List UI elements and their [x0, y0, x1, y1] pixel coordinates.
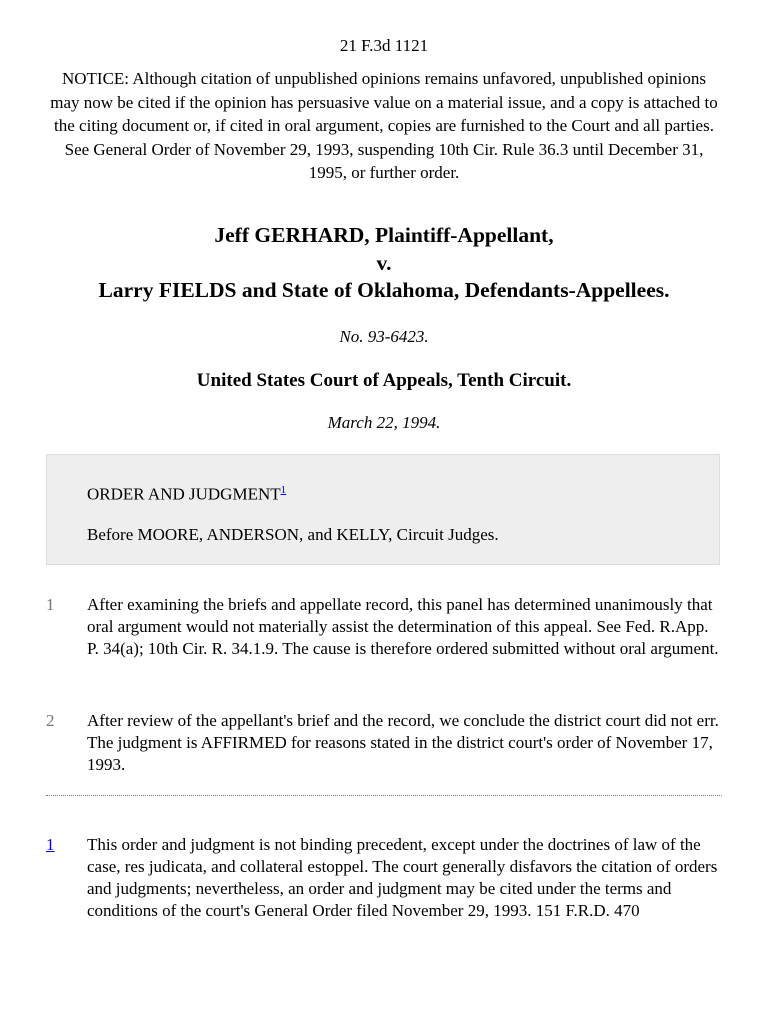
order-title-text: ORDER AND JUDGMENT — [87, 484, 281, 504]
decision-date: March 22, 1994. — [327, 413, 441, 432]
order-box — [46, 454, 720, 565]
versus-line: v. — [376, 250, 392, 275]
footnote-divider — [46, 795, 722, 796]
footnote-link[interactable]: 1 — [280, 484, 287, 496]
case-caption — [0, 222, 768, 305]
footnote-text: This order and judgment is not binding precedent, except under the doctrines of law of the case, res judicata, and collateral estoppel. The court generally disfavors the citation of orders and judgments; nevertheless, an order and judgment may be cited under the terms and conditions of the court's General Order filed November 29, 1993. 151 F.R.D. 470 — [87, 835, 718, 920]
court-name: United States Court of Appeals, Tenth Circuit. — [196, 370, 572, 391]
docket-number: No. 93-6423. — [339, 327, 429, 346]
paragraph-text: After examining the briefs and appellate record, this panel has determined unanimously that oral argument would not materially assist the determination of this appeal. See Fed. R.App. P. 34(a); 10th Cir. R. 34.1.9. The cause is therefore ordered submitted without oral argument. — [87, 595, 719, 658]
paragraph-number: 2 — [46, 711, 55, 730]
plaintiff-line: Jeff GERHARD, Plaintiff-Appellant, — [214, 223, 554, 247]
defendants-line: Larry FIELDS and State of Oklahoma, Defendants-Appellees. — [98, 278, 670, 302]
citation: 21 F.3d 1121 — [339, 36, 429, 55]
paragraph-number: 1 — [46, 595, 55, 614]
order-title — [87, 484, 286, 505]
footnote-backlink[interactable]: 1 — [46, 835, 55, 854]
paragraph-text: After review of the appellant's brief and the record, we conclude the district court did not err. The judgment is AFFIRMED for reasons stated in the district court's order of November 17, 1993. — [87, 711, 719, 774]
judges-panel: Before MOORE, ANDERSON, and KELLY, Circuit Judges. — [87, 525, 499, 544]
unpublished-notice: NOTICE: Although citation of unpublished opinions remains unfavored, unpublished opinions may now be cited if the opinion has persuasive value on a material issue, and a copy is attached to the citing document or, if cited in oral argument, copies are furnished to the Court and all parties. See General Order of November 29, 1993, suspending 10th Cir. Rule 36.3 until December 31, 1995, or further order. — [50, 69, 718, 182]
